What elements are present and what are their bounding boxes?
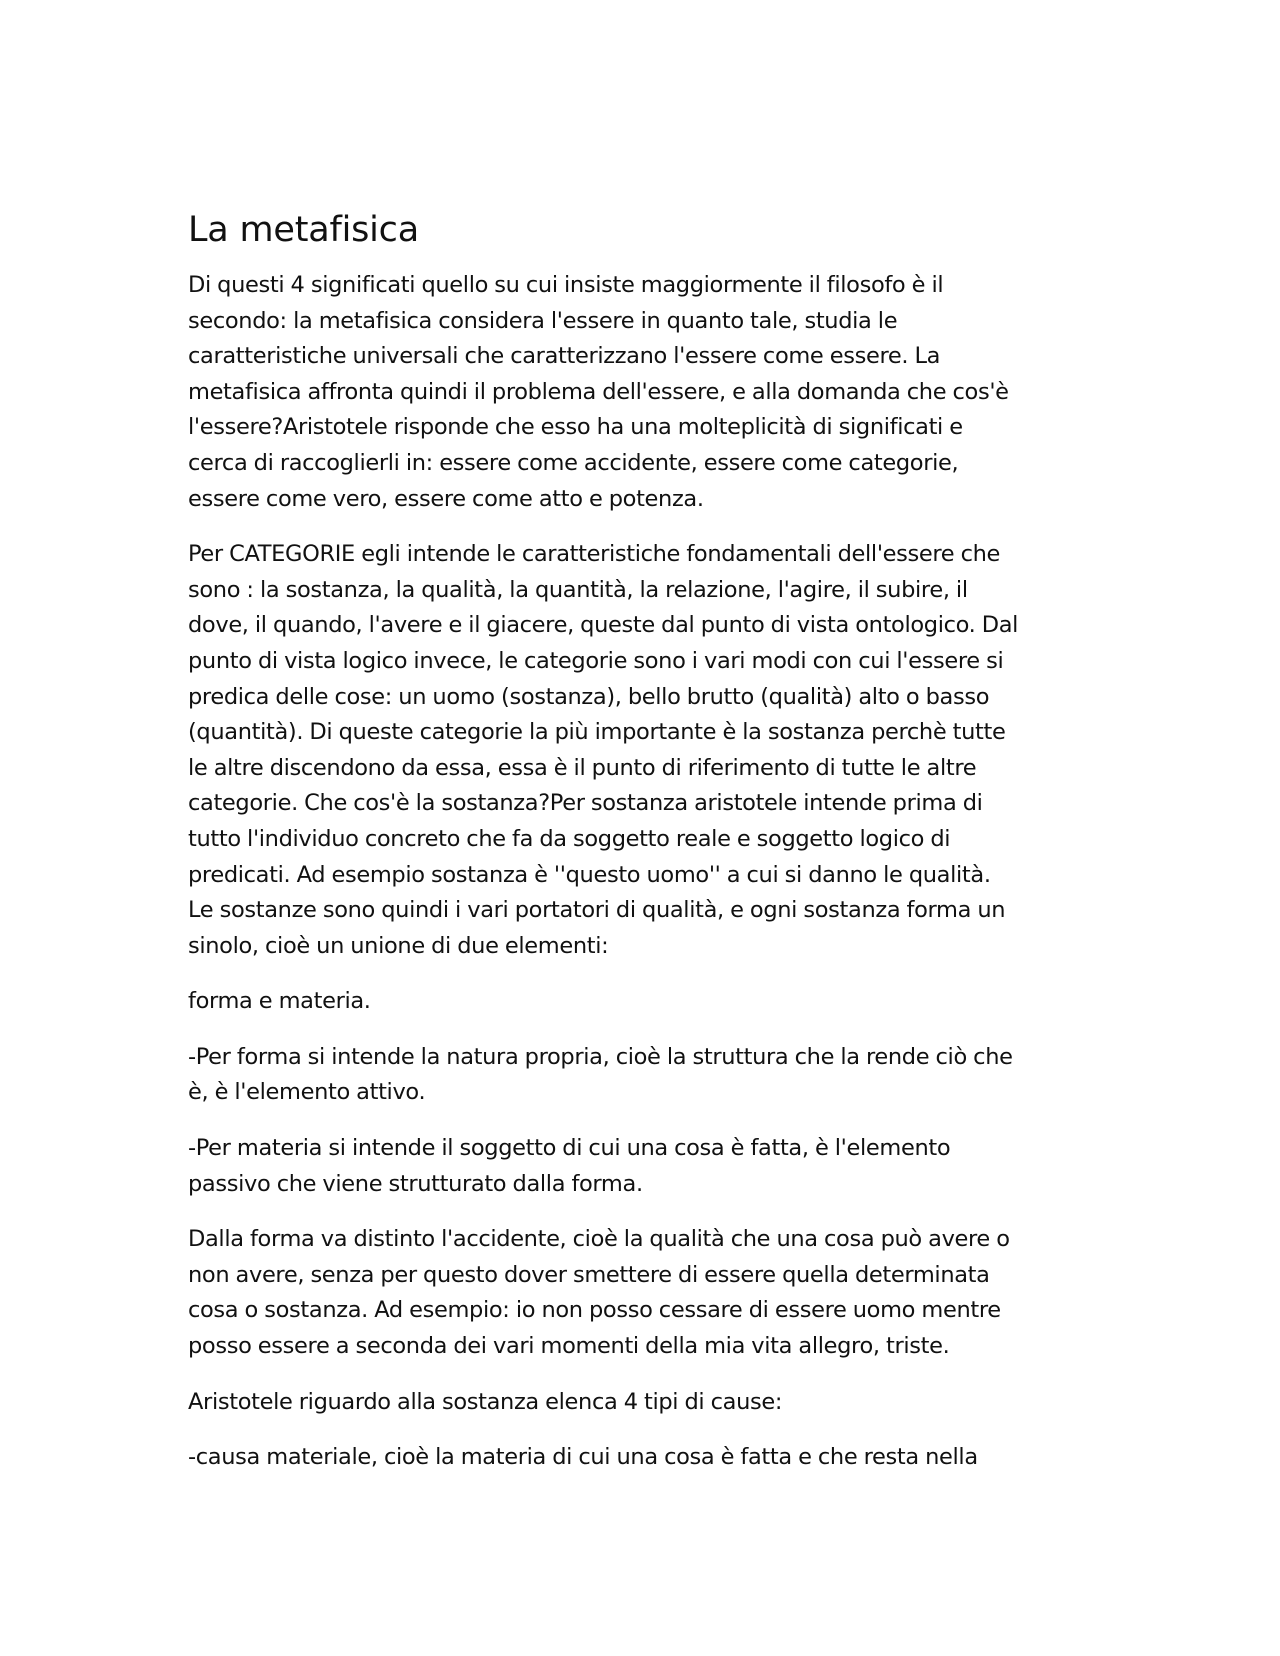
paragraph bbox=[188, 1131, 1098, 1202]
text-line: caratteristiche universali che caratterizzano l'essere come essere. La bbox=[188, 343, 941, 370]
text-line: tutto l'individuo concreto che fa da soggetto reale e soggetto logico di bbox=[188, 825, 951, 852]
text-line: predica delle cose: un uomo (sostanza), bello brutto (qualità) alto o basso bbox=[188, 683, 990, 710]
text-line: Per CATEGORIE egli intende le caratteristiche fondamentali dell'essere che bbox=[188, 541, 1001, 568]
text-line: secondo: la metafisica considera l'essere in quanto tale, studia le bbox=[188, 307, 898, 334]
paragraph bbox=[188, 268, 1098, 517]
text-line: sinolo, cioè un unione di due elementi: bbox=[188, 932, 609, 959]
text-line: non avere, senza per questo dover smettere di essere quella determinata bbox=[188, 1261, 990, 1288]
page-title: La metafisica bbox=[188, 210, 419, 250]
text-line: -causa materiale, cioè la materia di cui una cosa è fatta e che resta nella bbox=[188, 1444, 978, 1471]
text-line: le altre discendono da essa, essa è il punto di riferimento di tutte le altre bbox=[188, 754, 977, 781]
text-line: forma e materia. bbox=[188, 988, 371, 1015]
text-line: è, è l'elemento attivo. bbox=[188, 1079, 426, 1106]
text-line: cerca di raccoglierli in: essere come accidente, essere come categorie, bbox=[188, 449, 959, 476]
paragraph bbox=[188, 1385, 1098, 1421]
paragraph bbox=[188, 537, 1098, 964]
paragraph bbox=[188, 1440, 1098, 1476]
paragraph bbox=[188, 984, 1098, 1020]
text-line: Aristotele riguardo alla sostanza elenca 4 tipi di cause: bbox=[188, 1388, 783, 1415]
text-line: -Per forma si intende la natura propria, cioè la struttura che la rende ciò che bbox=[188, 1043, 1013, 1070]
paragraph bbox=[188, 1222, 1098, 1364]
text-line: categorie. Che cos'è la sostanza?Per sostanza aristotele intende prima di bbox=[188, 790, 983, 817]
text-line: cosa o sostanza. Ad esempio: io non posso cessare di essere uomo mentre bbox=[188, 1297, 1001, 1324]
text-line: essere come vero, essere come atto e potenza. bbox=[188, 485, 704, 512]
text-line: passivo che viene strutturato dalla forma. bbox=[188, 1170, 643, 1197]
text-line: predicati. Ad esempio sostanza è ''questo uomo'' a cui si danno le qualità. bbox=[188, 861, 991, 888]
text-line: (quantità). Di queste categorie la più importante è la sostanza perchè tutte bbox=[188, 719, 1006, 746]
text-line: Di questi 4 significati quello su cui insiste maggiormente il filosofo è il bbox=[188, 272, 944, 298]
text-line: l'essere?Aristotele risponde che esso ha una molteplicità di significati e bbox=[188, 414, 963, 441]
text-line: Dalla forma va distinto l'accidente, cioè la qualità che una cosa può avere o bbox=[188, 1226, 1010, 1253]
text-line: dove, il quando, l'avere e il giacere, queste dal punto di vista ontologico. Dal bbox=[188, 612, 1019, 639]
text-line: punto di vista logico invece, le categorie sono i vari modi con cui l'essere si bbox=[188, 647, 1004, 674]
text-line: sono : la sostanza, la qualità, la quantità, la relazione, l'agire, il subire, il bbox=[188, 576, 968, 603]
text-line: metafisica affronta quindi il problema dell'essere, e alla domanda che cos'è bbox=[188, 378, 1009, 405]
text-line: -Per materia si intende il soggetto di cui una cosa è fatta, è l'elemento bbox=[188, 1135, 951, 1162]
paragraph bbox=[188, 1040, 1098, 1111]
paragraph-list bbox=[188, 268, 1098, 1476]
text-line: Le sostanze sono quindi i vari portatori di qualità, e ogni sostanza forma un bbox=[188, 897, 1006, 924]
document-body bbox=[188, 206, 1098, 1496]
text-line: posso essere a seconda dei vari momenti della mia vita allegro, triste. bbox=[188, 1333, 950, 1360]
